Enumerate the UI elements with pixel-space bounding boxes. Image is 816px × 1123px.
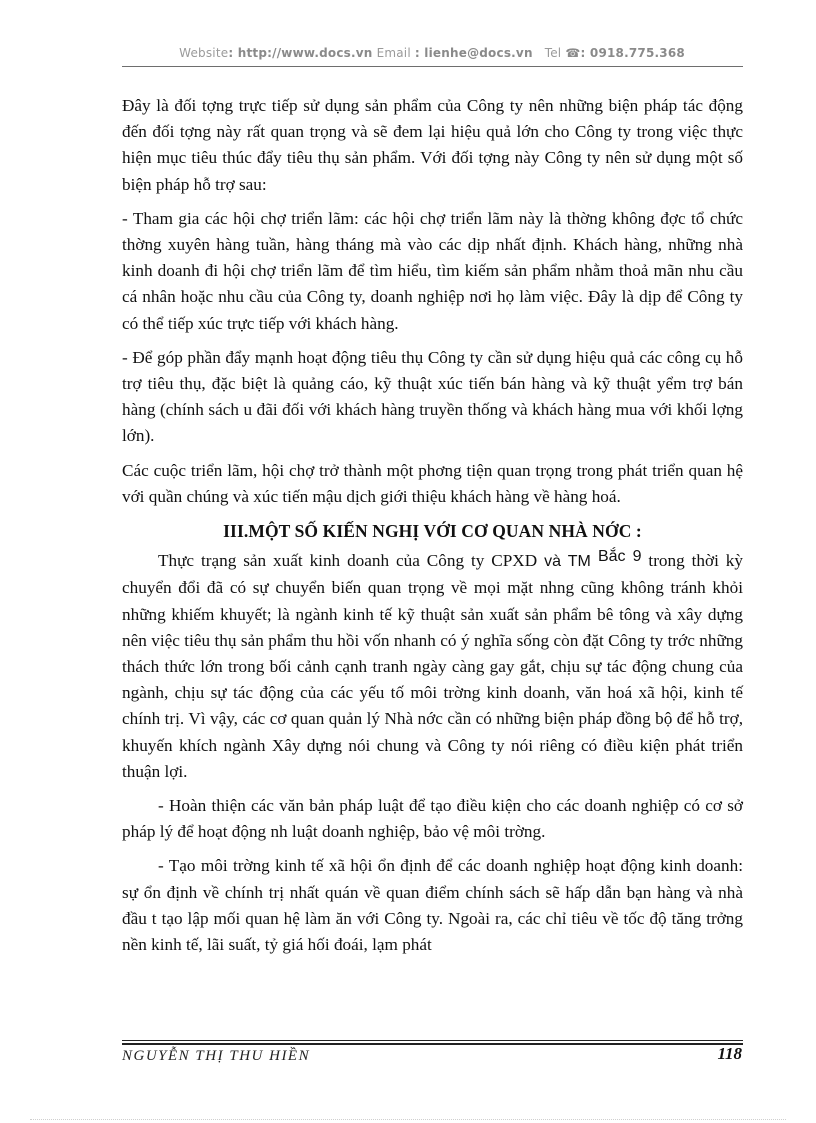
website-link[interactable]: http://www.docs.vn	[237, 46, 373, 60]
tel-label: Tel	[544, 46, 562, 60]
page-bottom-dotted-line	[30, 1119, 786, 1120]
paragraph-5-part-d: trong thời kỳ chuyển đổi đã có sự chuyển biến quan trọng về mọi mặt nhng cũng không tránh khỏi những khiếm khuyết; là ngành kinh tế kỹ thuật sản xuất sản phẩm bê tông và xây dựng nên việc tiêu thụ sản phẩm thu hồi vốn nhanh có ý nghĩa sống còn đặt Công ty trớc những thách thức lớn trong bối cảnh cạnh tranh ngày càng gay gắt, chịu sự tác động chung của ngành, chịu sự tác động của các yếu tố môi trờng kinh doanh, văn hoá xã hội, kinh tế chính trị. Vì vậy, các cơ quan quản lý Nhà nớc cần có những biện pháp đồng bộ để hỗ trợ, khuyến khích ngành Xây dựng nói chung và Công ty nói riêng có điều kiện phát triển thuận lợi.	[122, 551, 743, 781]
website-label: Website	[179, 46, 229, 60]
paragraph-5-part-c: Bắc 9	[597, 548, 642, 566]
footer-divider-thin	[122, 1040, 743, 1041]
phone-icon: ☎	[565, 46, 581, 60]
email-link[interactable]: lienhe@docs.vn	[424, 46, 533, 60]
paragraph-7: - Tạo môi trờng kinh tế xã hội ổn định để các doanh nghiệp hoạt động kinh doanh: sự ổn định về chính trị nhất quán về quan điểm chính sách sẽ hấp dẫn bạn hàng và nhà đầu t tạo lập mối quan hệ làm ăn với Công ty. Ngoài ra, các chỉ tiêu về tốc độ tăng trởng nền kinh tế, lãi suất, tỷ giá hối đoái, lạm phát	[122, 856, 743, 955]
paragraph-6: - Hoàn thiện các văn bản pháp luật để tạo điều kiện cho các doanh nghiệp có cơ sở pháp lý để hoạt động nh luật doanh nghiệp, bảo vệ môi trờng.	[122, 796, 743, 842]
footer-divider-thick	[122, 1043, 743, 1045]
paragraph-5	[122, 548, 743, 785]
paragraph-1: Đây là đối tợng trực tiếp sử dụng sản phẩm của Công ty nên những biện pháp tác động đến đối tợng này rất quan trọng và sẽ đem lại hiệu quả lớn cho Công ty trong việc thực hiện mục tiêu thúc đẩy tiêu thụ sản phẩm. Với đối tợng này Công ty nên sử dụng một số biện pháp hỗ trợ sau:	[122, 96, 743, 194]
page-header: Website: http://www.docs.vn Email : lienhe@docs.vn Tel ☎: 0918.775.368	[179, 46, 685, 60]
header-divider	[122, 66, 743, 67]
document-body	[122, 93, 743, 966]
paragraph-3: - Để góp phần đẩy mạnh hoạt động tiêu thụ Công ty cần sử dụng hiệu quả các công cụ hỗ trợ tiêu thụ, đặc biệt là quảng cáo, kỹ thuật xúc tiến bán hàng và kỹ thuật yểm trợ bán hàng (chính sách u đãi đối với khách hàng truyền thống và khách hàng mua với khối lợng lớn).	[122, 347, 743, 446]
email-label: Email	[376, 46, 411, 60]
tel-value: 0918.775.368	[589, 46, 685, 60]
paragraph-4: Các cuộc triển lãm, hội chợ trở thành một phơng tiện quan trọng trong phát triển quan hệ với quần chúng và xúc tiến mậu dịch giới thiệu khách hàng về hàng hoá.	[122, 460, 743, 506]
section-heading: III.MỘT SỐ KIẾN NGHỊ VỚI CƠ QUAN NHÀ NỚC :	[223, 521, 642, 542]
author-name: NGUYỄN THỊ THU HIỀN	[122, 1048, 311, 1064]
page-number: 118	[717, 1044, 742, 1063]
paragraph-2: - Tham gia các hội chợ triển lãm: các hội chợ triển lãm này là thờng không đợc tổ chức thờng xuyên hàng tuần, hàng tháng mà vào các dịp nhất định. Khách hàng, những nhà kinh doanh đi hội chợ triển lãm để tìm hiểu, tìm kiếm sản phẩm nhằm thoả mãn nhu cầu cá nhân hoặc nhu cầu của Công ty, doanh nghiệp nơi họ làm việc. Đây là dịp để Công ty có thể tiếp xúc trực tiếp với khách hàng.	[122, 208, 743, 333]
paragraph-5-part-a: Thực trạng sản xuất kinh doanh của Công ty CPXD	[158, 551, 545, 571]
paragraph-5-part-b: và TM	[544, 553, 598, 571]
